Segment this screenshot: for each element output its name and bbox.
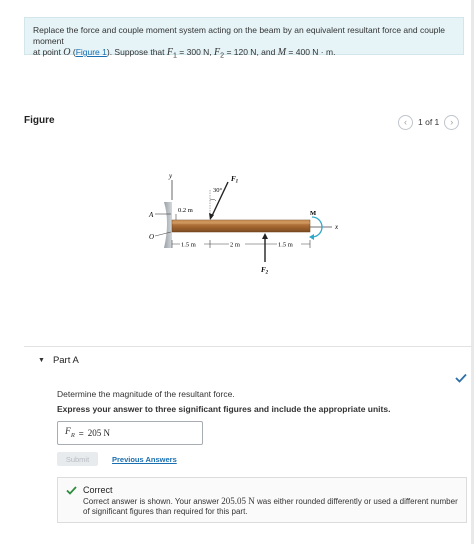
f1-label: $F_1$	[231, 175, 239, 185]
beam-figure	[140, 170, 350, 280]
point-o-label: O	[149, 233, 155, 241]
wall-support	[164, 202, 172, 248]
feedback-box	[57, 477, 467, 523]
height-label: 0.2 m	[178, 207, 193, 214]
problem-statement	[24, 17, 464, 60]
x-axis-label: x	[335, 223, 339, 231]
f2-label: $F_2$	[261, 266, 269, 276]
figure-heading: Figure	[24, 115, 55, 126]
chevron-left-icon[interactable]: ‹	[398, 115, 413, 130]
answer-value: 205 N	[87, 428, 111, 438]
chevron-right-icon[interactable]: ›	[444, 115, 459, 130]
moment-label: M	[310, 210, 317, 217]
feedback-title: Correct	[83, 485, 113, 495]
y-axis-label: y	[169, 172, 173, 180]
section-divider	[24, 346, 472, 347]
dim-label-1: 1.5 m	[181, 241, 196, 249]
feedback-message: Correct answer is shown. Your answer 205.05 N was either rounded differently or used a different number of significant figures than required for this part.	[83, 496, 458, 516]
angle-label: 30°	[213, 187, 223, 194]
part-a-header[interactable]	[38, 355, 79, 366]
f2-arrow-head	[262, 233, 268, 239]
dim-label-2: 2 m	[230, 241, 240, 249]
instruction-text: Express your answer to three significant figures and include the appropriate units.	[57, 404, 391, 414]
answer-symbol: $F_R$	[65, 427, 75, 439]
figure-link[interactable]: Figure 1	[75, 47, 107, 57]
moment-arrow-head	[309, 234, 314, 240]
problem-line-1: Replace the force and couple moment system acting on the beam by an equivalent resultant force and couple moment	[33, 25, 446, 46]
beam-diagram	[140, 170, 350, 280]
beam	[172, 220, 310, 232]
answer-input[interactable]: $F_R$ = 205 N	[57, 421, 203, 445]
part-a-label: Part A	[52, 355, 79, 366]
point-a-label: A	[149, 211, 154, 219]
figure-pager	[398, 114, 459, 130]
question-text: Determine the magnitude of the resultant force.	[57, 389, 235, 399]
dim-label-3: 1.5 m	[278, 241, 293, 249]
correct-check-icon	[66, 486, 77, 495]
problem-line-2: at point O (Figure 1). Suppose that $F_1 = 300$ N, $F_2 = 120$ N, and M = 400 N · m.	[33, 47, 336, 60]
angle-arc	[210, 199, 216, 201]
pager-text: 1 of 1	[418, 117, 440, 127]
submit-button[interactable]: Submit	[57, 452, 98, 466]
caret-down-icon[interactable]: ▼	[38, 357, 45, 364]
previous-answers-link[interactable]: Previous Answers	[112, 455, 177, 464]
completed-check-icon	[455, 373, 467, 383]
